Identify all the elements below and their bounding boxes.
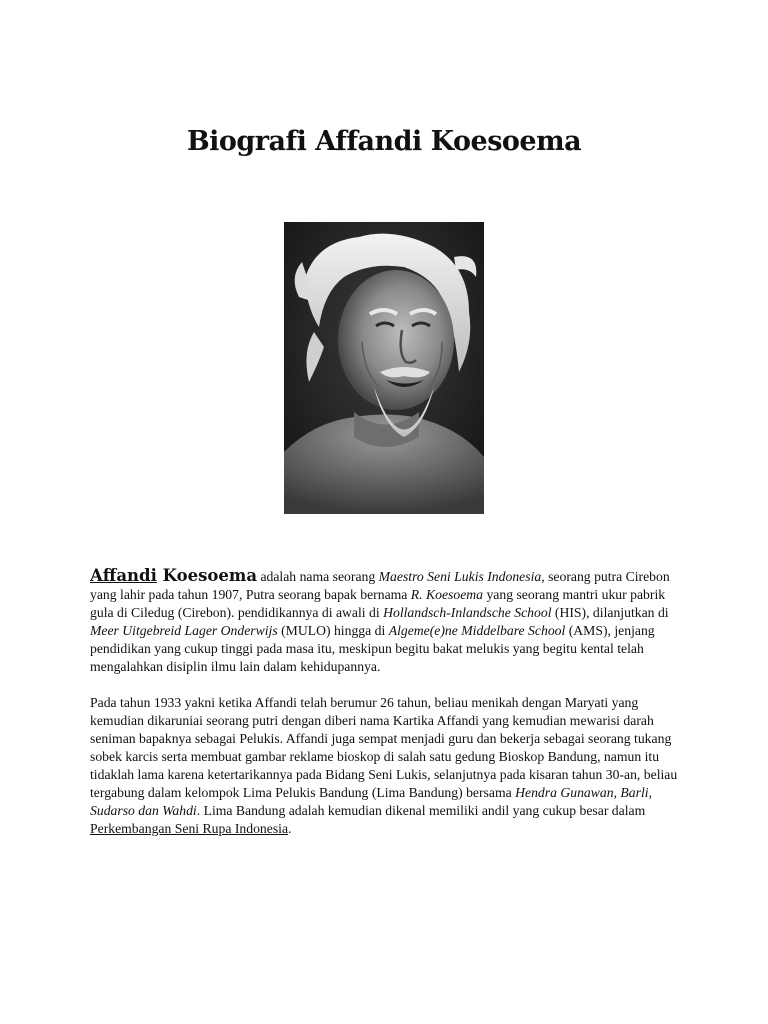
text-segment: , seorang putra Cirebon yang lahir pada tahun 1907, Putra seorang bapak bernama [90,569,670,602]
italic-segment: Hollandsch-Inlandsche School [383,605,552,620]
text-segment: (AMS), jenjang pendidikan yang cukup tinggi pada masa itu, meskipun begitu bakat melukis yang begitu kental telah mengalahkan disiplin ilmu lain dalam kehidupannya. [90,623,655,674]
text-segment: (HIS), dilanjutkan di [551,605,669,620]
page-title: Biografi Affandi Koesoema [186,126,582,157]
text-segment: adalah nama seorang [257,569,379,584]
italic-segment: Maestro Seni Lukis Indonesia [378,569,542,584]
portrait-photo [284,222,484,514]
text-segment: Pada tahun 1933 yakni ketika Affandi telah berumur 26 tahun, beliau menikah dengan Maryati yang kemudian dikaruniai seorang putri dengan diberi nama Kartika Affandi yang kemudian mewarisi darah seniman bapaknya sebagai Pelukis. Affandi juga sempat menjadi guru dan bekerja sebagai seorang tukang sobek karcis serta membuat gambar reklame bioskop di salah satu gedung Bioskop Bandung, namun itu tidaklah lama karena ketertarikannya pada Bidang Seni Lukis, selanjutnya pada kisaran tahun 30-an, beliau tergabung dalam kelompok Lima Pelukis Bandung (Lima Bandung) bersama [90,695,678,800]
text-segment: (MULO) hingga di [277,623,389,638]
text-segment: . [288,821,292,836]
text-segment: . Lima Bandung adalah kemudian dikenal memiliki andil yang cukup besar dalam [196,803,646,818]
paragraph-career [90,694,680,838]
text-segment: yang seorang mantri ukur pabrik gula di Ciledug (Cirebon). pendidikannya di awali di [90,587,666,620]
portrait-image [284,222,484,514]
paragraph-intro [90,567,680,676]
article-body [90,567,680,838]
lead-first-name: Affandi [90,566,157,585]
link-perkembangan-seni-rupa[interactable]: Perkembangan Seni Rupa Indonesia [90,821,289,836]
italic-segment: Algeme(e)ne Middelbare School [388,623,566,638]
italic-segment: Meer Uitgebreid Lager Onderwijs [90,623,278,638]
italic-segment: Hendra Gunawan, Barli, Sudarso dan Wahdi [90,785,652,818]
lead-last-name: Koesoema [156,566,258,585]
italic-segment: R. Koesoema [410,587,484,602]
